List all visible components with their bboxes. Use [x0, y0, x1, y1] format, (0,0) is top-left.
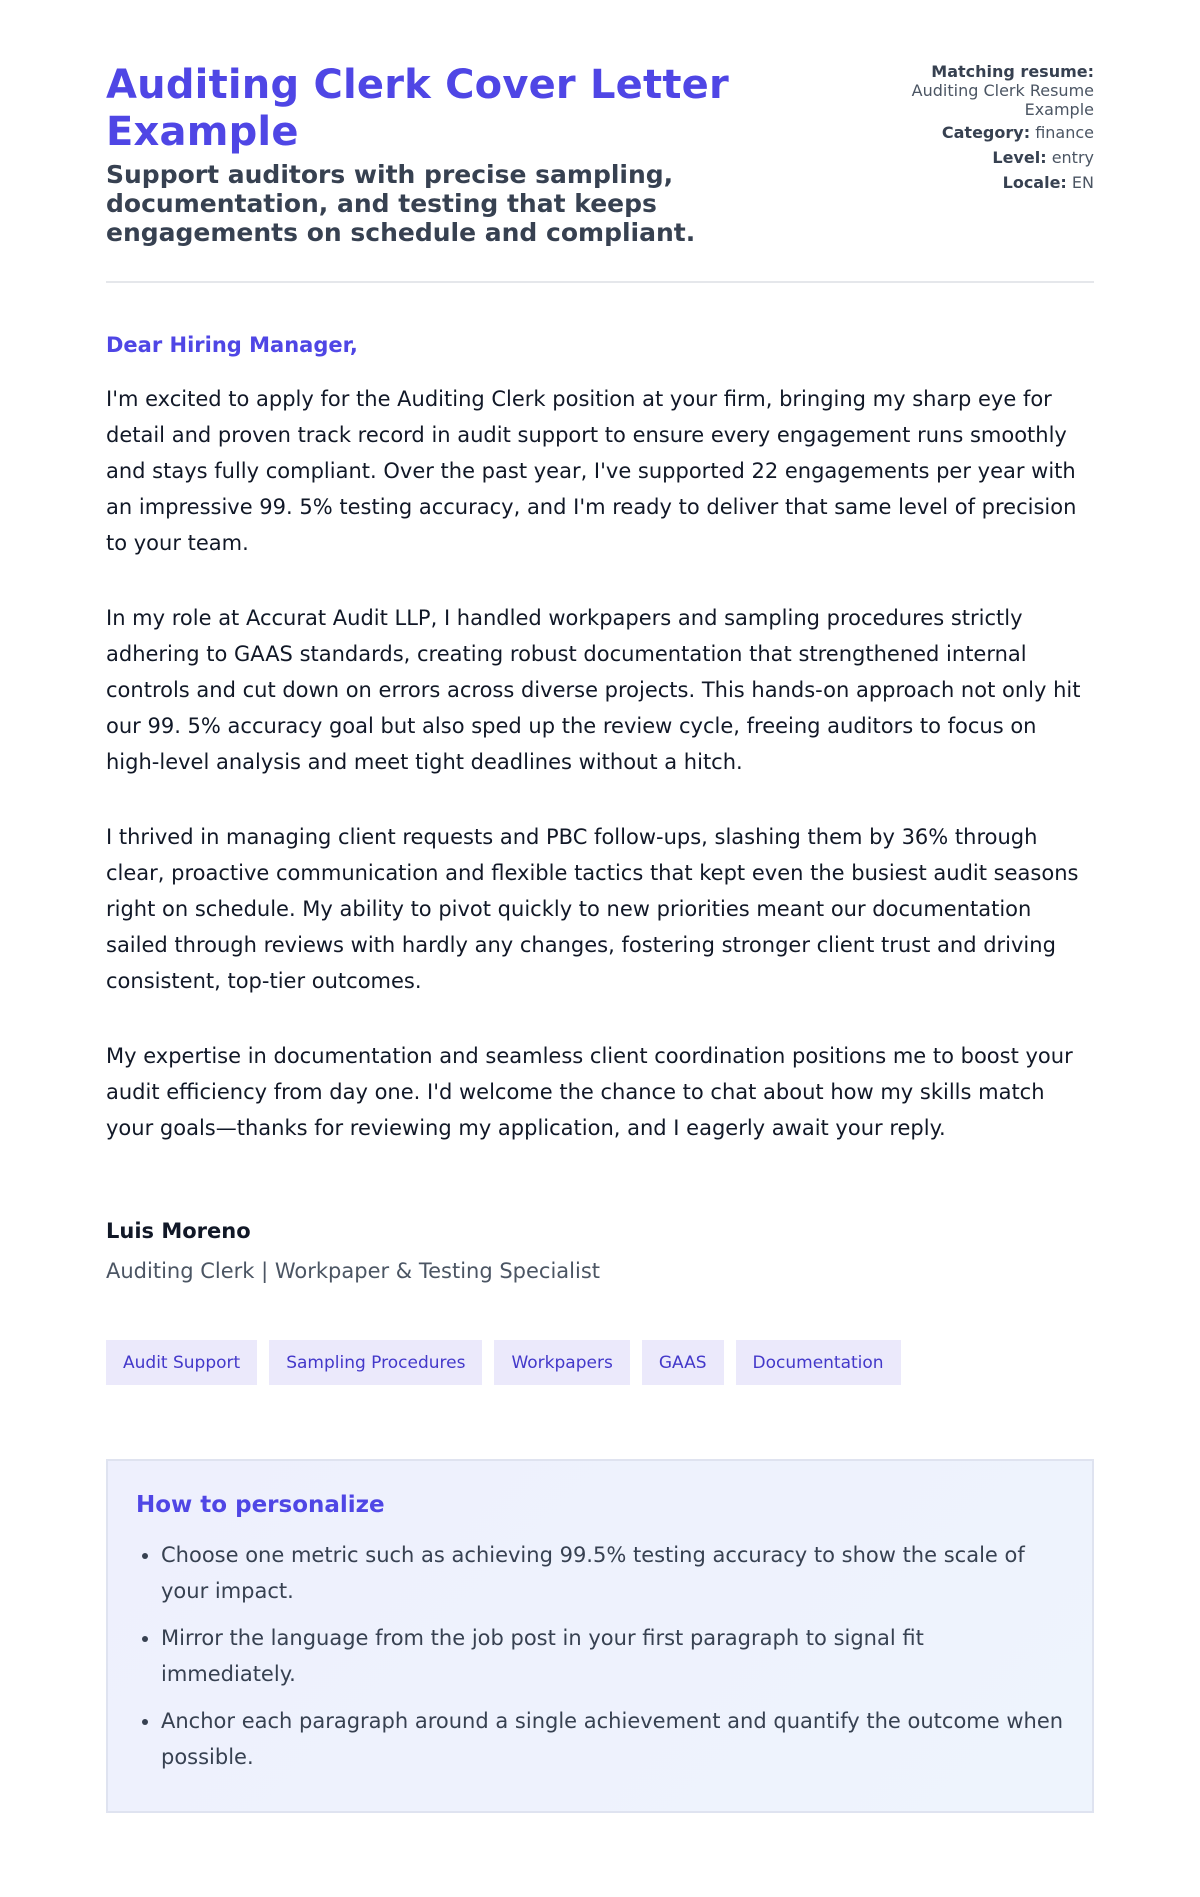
title-block [106, 62, 746, 247]
meta-panel [874, 62, 1094, 198]
skill-tag: Audit Support [106, 1340, 257, 1385]
letter-body [106, 332, 1094, 1146]
skill-tag: Sampling Procedures [269, 1340, 482, 1385]
tips-list [136, 1537, 1064, 1775]
letter-greeting: Dear Hiring Manager, [106, 333, 358, 357]
signature-block [106, 1218, 1094, 1284]
page-title: Auditing Clerk Cover Letter Example [106, 62, 729, 155]
tip-item: • Anchor each paragraph around a single achievement and quantify the outcome when possible. [161, 1703, 1064, 1775]
meta-category-label: Category: [941, 123, 1031, 142]
cover-letter-page [106, 0, 1094, 1813]
skill-tag: Workpapers [494, 1340, 629, 1385]
tip-item: • Choose one metric such as achieving 99.5% testing accuracy to show the scale of your impact. [161, 1537, 1064, 1609]
meta-matching-resume [874, 62, 1094, 119]
meta-matching-resume-link[interactable]: Auditing Clerk Resume Example [911, 81, 1094, 119]
letter-paragraph: I thrived in managing client requests and PBC follow-ups, slashing them by 36% through clear, proactive communication and flexible tactics that kept even the busiest audit seasons right on schedule. My ability to pivot quickly to new priorities meant our documentation sailed through reviews with hardly any changes, fostering stronger client trust and driving consistent, top-tier outcomes. [106, 825, 1079, 993]
meta-level-value: entry [1051, 148, 1094, 167]
meta-category-value: finance [1035, 123, 1094, 142]
letter-paragraph: I'm excited to apply for the Auditing Clerk position at your firm, bringing my sharp eye for detail and proven track record in audit support to ensure every engagement runs smoothly and stays fully compliant. Over the past year, I've supported 22 engagements per year with an impressive 99. 5% testing accuracy, and I'm ready to deliver that same level of precision to your team. [106, 387, 1077, 555]
tips-title: How to personalize [136, 1492, 385, 1518]
signature-title: Auditing Clerk | Workpaper & Testing Specialist [106, 1259, 601, 1283]
skill-tags [106, 1340, 1094, 1385]
page-header [106, 62, 1094, 283]
meta-level [874, 148, 1094, 167]
meta-category [874, 123, 1094, 142]
meta-locale [874, 173, 1094, 192]
page-subtitle: Support auditors with precise sampling, documentation, and testing that keeps engagements on schedule and compliant. [106, 160, 696, 247]
letter-paragraph: My expertise in documentation and seamless client coordination positions me to boost your audit efficiency from day one. I'd welcome the chance to chat about how my skills match your goals—thanks for reviewing my application, and I eagerly await your reply. [106, 1044, 1073, 1140]
skill-tag: GAAS [642, 1340, 724, 1385]
personalize-tips-box [106, 1459, 1094, 1813]
meta-locale-value: EN [1071, 173, 1094, 192]
skill-tag: Documentation [736, 1340, 901, 1385]
meta-locale-label: Locale: [1002, 173, 1067, 192]
meta-level-label: Level: [992, 148, 1047, 167]
letter-paragraph: In my role at Accurat Audit LLP, I handled workpapers and sampling procedures strictly adhering to GAAS standards, creating robust documentation that strengthened internal controls and cut down on errors across diverse projects. This hands-on approach not only hit our 99. 5% accuracy goal but also sped up the review cycle, freeing auditors to focus on high-level analysis and meet tight deadlines without a hitch. [106, 606, 1081, 774]
meta-matching-resume-label: Matching resume: [931, 62, 1094, 81]
signature-name: Luis Moreno [106, 1219, 251, 1243]
tip-item: • Mirror the language from the job post in your first paragraph to signal fit immediately. [161, 1620, 1064, 1692]
